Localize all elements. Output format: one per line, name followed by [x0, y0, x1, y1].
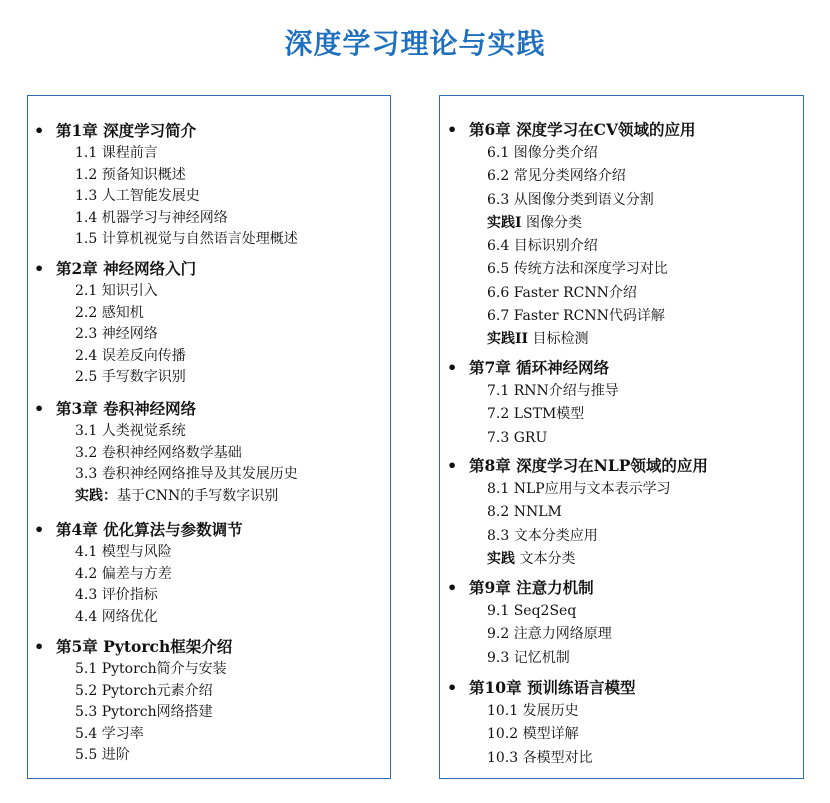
section-item: 7.1 RNN介绍与推导 — [487, 383, 619, 399]
section-item: 1.2 预备知识概述 — [75, 166, 186, 183]
chapter-3 — [28, 397, 390, 507]
bullet-icon: • — [447, 120, 458, 139]
section-item: 3.3 卷积神经网络推导及其发展历史 — [75, 466, 298, 482]
bullet-icon: • — [447, 358, 458, 377]
practice-description: 基于CNN的手写数字识别 — [117, 487, 279, 504]
chapter-8 — [440, 454, 803, 571]
chapter-title: 第10章 预训练语言模型 — [469, 678, 636, 697]
chapter-title: 第6章 深度学习在CV领域的应用 — [469, 120, 696, 139]
section-item: 10.1 发展历史 — [487, 703, 579, 719]
section-item: 4.4 网络优化 — [75, 608, 158, 625]
section-item: 2.1 知识引入 — [75, 283, 158, 299]
section-item: 9.2 注意力网络原理 — [487, 626, 612, 643]
section-item: 1.3 人工智能发展史 — [75, 188, 200, 204]
chapter-4 — [28, 518, 390, 628]
section-item: 1.5 计算机视觉与自然语言处理概述 — [75, 231, 298, 247]
section-item: 2.2 感知机 — [75, 304, 144, 321]
section-item: 4.2 偏差与方差 — [75, 565, 172, 582]
section-item: 5.2 Pytorch元素介绍 — [75, 682, 213, 699]
section-item: 10.2 模型详解 — [487, 726, 579, 743]
chapter-title: 第4章 优化算法与参数调节 — [56, 520, 243, 539]
section-item: 4.3 评价指标 — [75, 587, 158, 603]
section-item: 9.3 记忆机制 — [487, 649, 570, 666]
chapter-title: 第3章 卷积神经网络 — [56, 399, 197, 418]
section-item: 5.3 Pytorch网络搭建 — [75, 704, 213, 720]
section-item: 6.4 目标识别介绍 — [487, 238, 598, 255]
section-item: 6.6 Faster RCNN介绍 — [487, 284, 637, 301]
page-title: 深度学习理论与实践 — [284, 27, 546, 60]
chapter-title: 第9章 注意力机制 — [469, 578, 594, 597]
practice-label: 实践I — [487, 214, 522, 231]
section-item: 2.4 误差反向传播 — [75, 347, 186, 364]
chapter-10 — [440, 676, 803, 770]
toc-panel-right — [439, 95, 804, 779]
bullet-icon: • — [447, 456, 458, 475]
section-item: 6.5 传统方法和深度学习对比 — [487, 261, 668, 278]
section-item: 10.3 各模型对比 — [487, 749, 593, 766]
section-item: 3.1 人类视觉系统 — [75, 423, 186, 439]
practice-description: 文本分类 — [515, 550, 576, 567]
chapter-7 — [440, 356, 803, 450]
toc-panel-left — [27, 95, 391, 779]
section-item: 1.1 课程前言 — [75, 145, 158, 161]
section-item: 9.1 Seq2Seq — [487, 603, 577, 619]
section-item: 5.4 学习率 — [75, 725, 144, 742]
section-item: 7.3 GRU — [487, 429, 548, 446]
chapter-6 — [440, 118, 803, 352]
bullet-icon: • — [34, 259, 45, 278]
section-item: 2.5 手写数字识别 — [75, 369, 186, 385]
bullet-icon: • — [34, 637, 45, 656]
practice-item — [440, 212, 803, 235]
section-item: 2.3 神经网络 — [75, 326, 158, 342]
section-item: 6.2 常见分类网络介绍 — [487, 168, 626, 185]
section-item: 8.3 文本分类应用 — [487, 527, 598, 544]
chapter-title: 第1章 深度学习简介 — [56, 121, 197, 140]
section-item: 1.4 机器学习与神经网络 — [75, 209, 228, 226]
bullet-icon: • — [34, 399, 45, 418]
practice-label: 实践II — [487, 331, 529, 348]
bullet-icon: • — [34, 121, 45, 140]
chapter-1 — [28, 119, 390, 251]
chapter-title: 第7章 循环神经网络 — [469, 358, 610, 377]
section-item: 4.1 模型与风险 — [75, 544, 172, 560]
bullet-icon: • — [34, 520, 45, 539]
section-item: 6.3 从图像分类到语义分割 — [487, 191, 654, 208]
chapter-9 — [440, 576, 803, 670]
bullet-icon: • — [447, 578, 458, 597]
section-item: 5.1 Pytorch简介与安装 — [75, 661, 227, 677]
practice-label: 实践： — [75, 487, 117, 504]
practice-description: 目标检测 — [528, 331, 589, 348]
section-item: 5.5 进阶 — [75, 747, 130, 763]
section-item: 8.2 NNLM — [487, 504, 562, 521]
chapter-5 — [28, 635, 390, 767]
practice-item — [28, 486, 390, 508]
section-item: 6.7 Faster RCNN代码详解 — [487, 308, 665, 325]
bullet-icon: • — [447, 678, 458, 697]
chapter-title: 第8章 深度学习在NLP领域的应用 — [469, 456, 708, 475]
section-item: 3.2 卷积神经网络数学基础 — [75, 444, 242, 461]
practice-description: 图像分类 — [521, 214, 583, 231]
chapter-title: 第2章 神经网络入门 — [56, 259, 197, 278]
chapter-2 — [28, 257, 390, 389]
section-item: 8.1 NLP应用与文本表示学习 — [487, 481, 671, 497]
practice-item — [440, 328, 803, 351]
chapter-title: 第5章 Pytorch框架介绍 — [56, 637, 233, 656]
section-item: 6.1 图像分类介绍 — [487, 145, 598, 161]
practice-label: 实践 — [487, 550, 515, 567]
section-item: 7.2 LSTM模型 — [487, 406, 585, 423]
practice-item — [440, 548, 803, 571]
